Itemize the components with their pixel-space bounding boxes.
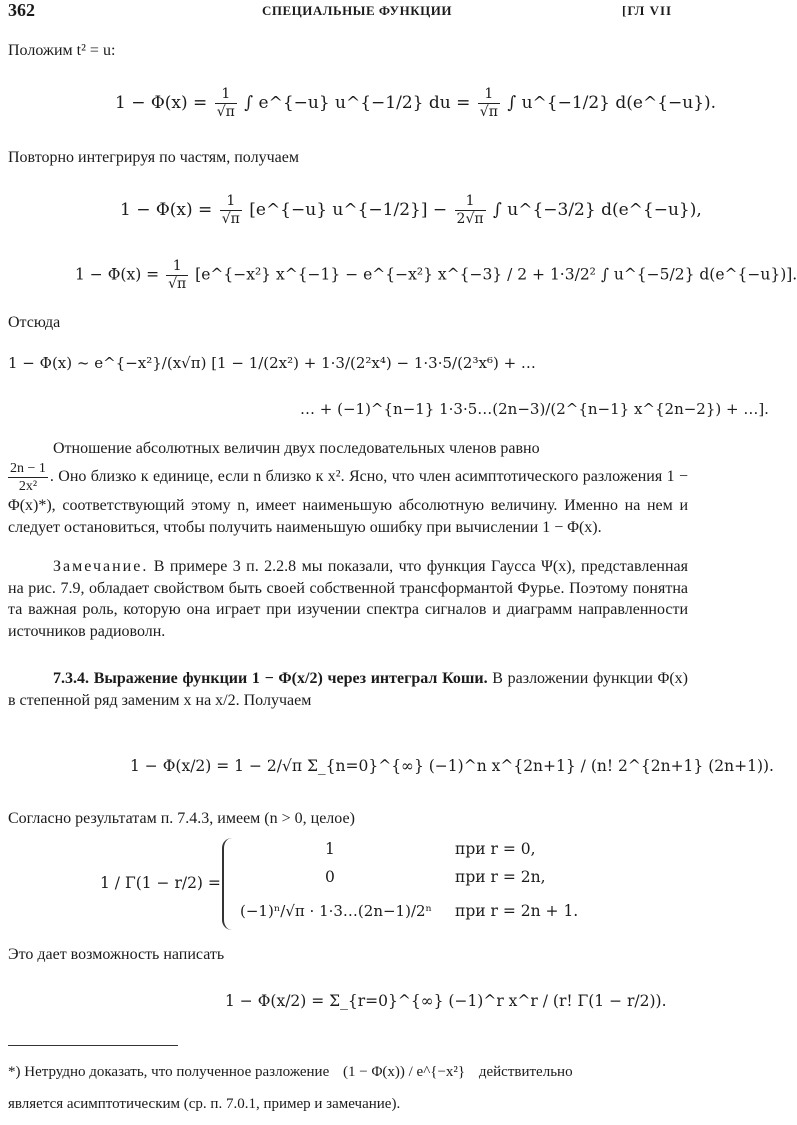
section-title: Выражение функции 1 − Φ(x/2) через интеграл Коши. [93,670,488,687]
equation-3 [75,258,797,293]
ratio-fraction-num: 2n − 1 [10,461,46,476]
case-2-condition: при r = 2n, [455,868,546,886]
section-paragraph [8,668,688,711]
repeated-line: Повторно интегрируя по частям, получаем [8,149,299,166]
equation-1 [115,86,716,121]
equation-2: 1 − Φ(x) = $\frac{1}{√\pi}$ [e^{−u} u^{−1/2}] − $\frac{1}{2√\pi}$ ∫ u^{−3/2} d(e^{−u}), [120,193,702,227]
eq1-coef: $\frac{1}{√\pi}$ [216,86,235,120]
final-equation: 1 − Φ(x/2) = Σ_{r=0}^{∞} (−1)^r x^r / (r! Γ(1 − r/2)). [225,992,667,1010]
running-title: СПЕЦИАЛЬНЫЕ ФУНКЦИИ [262,3,452,18]
ratio-fraction [8,460,48,495]
according-line: Согласно результатам п. 7.4.3, имеем (n > 0, целое) [8,810,355,827]
cases-lhs: 1 / Γ(1 − r/2) = [100,874,221,892]
remark-text: В примере 3 п. 2.2.8 мы показали, что функция Гаусса Ψ(x), представленная на рис. 7.9, обладает свойством быть своей собственной трансформантой Фурье. Поэтому понятна та важная роль, которую она играет при изучении спектра сигналов и диаграмм направленности источников радиоволн. [8,558,689,640]
footnote-rule [8,1045,178,1046]
asymptotic-line-2: … + (−1)^{n−1} 1·3·5…(2n−3)/(2^{n−1} x^{2n−2}) + …]. [300,400,769,418]
eq2-coef2: $\frac{1}{2√\pi}$ [456,193,484,227]
footnote-text-b: действительно [478,1064,573,1080]
case-1-value: 1 [325,840,335,858]
case-1-condition: при r = 0, [455,840,536,858]
eq3-left: 1 − Φ(x) = [75,265,160,284]
footnote-text-a: *) Нетрудно доказать, что полученное разложение [8,1064,330,1080]
ratio-paragraph-b [8,460,688,538]
eq2-tail: ∫ u^{−3/2} d(e^{−u}), [492,200,702,220]
asymptotic-line-1: 1 − Φ(x) ~ e^{−x²}/(x√π) [1 − 1/(2x²) + 1·3/(2²x⁴) − 1·3·5/(2³x⁶) + … [8,354,536,372]
chapter-label: [ГЛ VII [622,3,673,18]
hence-line: Отсюда [8,314,61,331]
footnote-line-1 [8,1062,688,1082]
eq3-body: [e^{−x²} x^{−1} − e^{−x²} x^{−3} / 2 + 1·3/2² ∫ u^{−5/2} d(e^{−u})]. [195,265,797,284]
eq1-body2: ∫ u^{−1/2} d(e^{−u}). [507,93,717,113]
footnote-fraction: (1 − Φ(x)) / e^{−x²} [342,1064,466,1080]
series-equation: 1 − Φ(x/2) = 1 − 2/√π Σ_{n=0}^{∞} (−1)^n x^{2n+1} / (n! 2^{2n+1} (2n+1)). [130,757,774,775]
ratio-paragraph-text: . Оно близко к единице, если n близко к x². Ясно, что член асимптотического разложения 1 − Φ(x)*), соответствующий этому n, имеет наименьшую абсолютную величину. Именно на нем и следует остановиться, чтобы получить наименьшую ошибку при вычислении 1 − Φ(x). [8,468,688,536]
ratio-fraction-den: 2x² [18,479,38,494]
remark-label: Замечание. [53,558,149,575]
case-3-value: (−1)ⁿ/√π · 1·3…(2n−1)/2ⁿ [240,902,433,920]
gives-line: Это дает возможность написать [8,946,225,963]
eq1-left: 1 − Φ(x) = [115,93,208,113]
case-3-condition: при r = 2n + 1. [455,902,579,920]
page-number: 362 [8,0,35,20]
substitution-line: Положим t² = u: [8,42,116,59]
eq1-mid: = [456,93,471,113]
cases-brace [222,838,238,930]
ratio-paragraph-a: Отношение абсолютных величин двух последовательных членов равно [53,440,540,457]
section-text: В разложении функции Φ(x) в степенной ряд заменим x на x/2. Получаем [8,670,689,709]
eq2-left: 1 − Φ(x) = [120,200,213,220]
eq1-body: ∫ e^{−u} u^{−1/2} du [244,93,451,113]
eq3-coef: $\frac{1}{√\pi}$ [168,258,187,292]
eq1-coef2: $\frac{1}{√\pi}$ [479,86,498,120]
footnote-line-2: является асимптотическим (ср. п. 7.0.1, пример и замечание). [8,1096,401,1112]
section-number: 7.3.4. [53,670,89,687]
remark-paragraph [8,556,688,642]
eq2-coef: $\frac{1}{√\pi}$ [221,193,240,227]
case-2-value: 0 [325,868,335,886]
eq2-bracket: [e^{−u} u^{−1/2}] [249,200,428,220]
